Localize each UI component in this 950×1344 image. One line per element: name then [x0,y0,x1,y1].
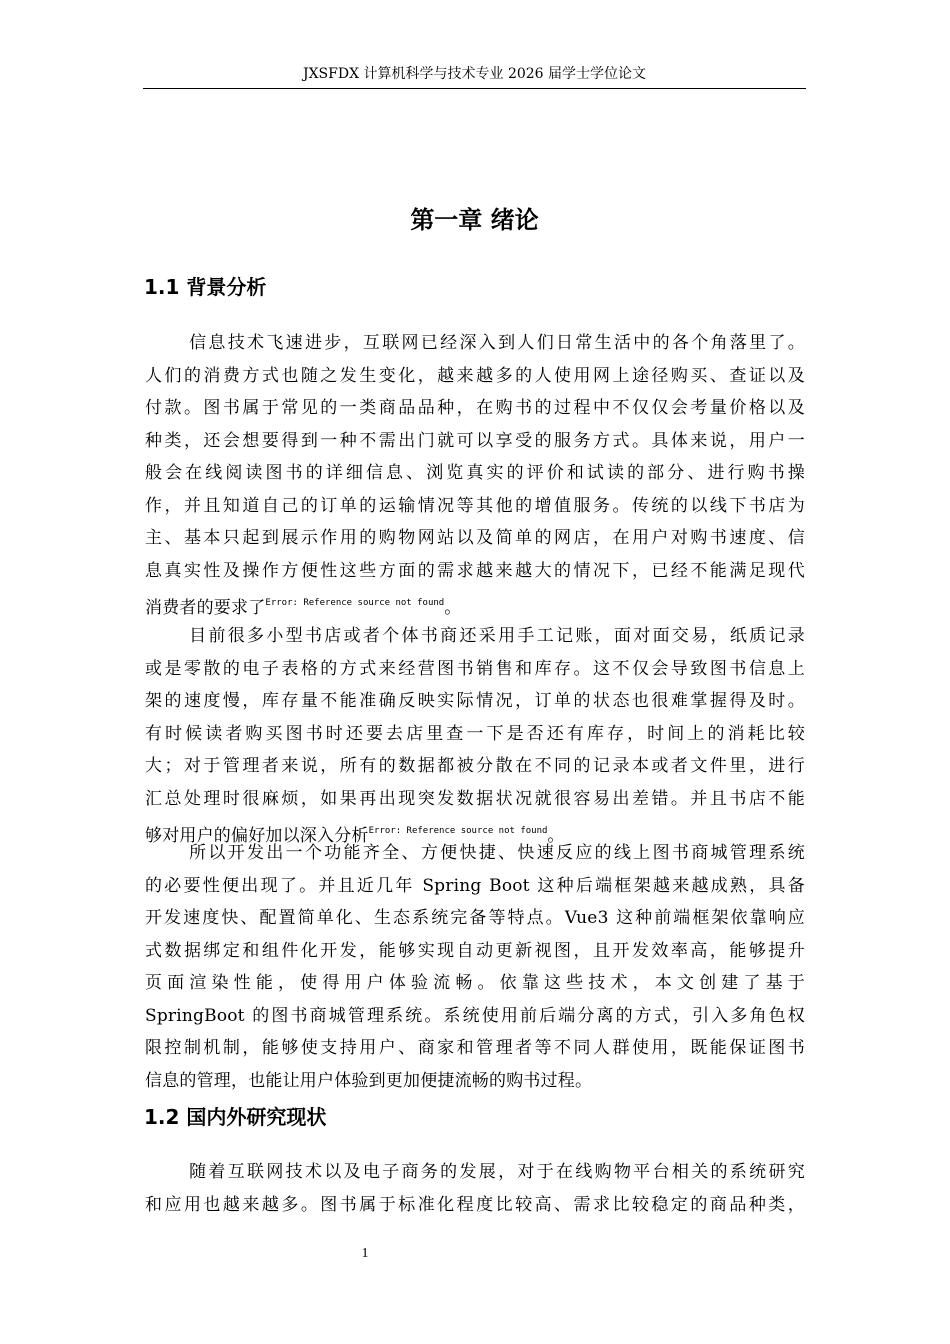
header-text: JXSFDX 计算机科学与技术专业 2026 届学士学位论文 [302,66,647,82]
page-number: 1 [361,1246,369,1261]
paragraph-research-status [145,1156,805,1221]
text-line: 信息的管理，也能让用户体验到更加便捷流畅的购书过程。 [145,1070,593,1091]
text-line: 限控制机制，能够使支持用户、商家和管理者等不同人群使用，既能保证图书 [145,1038,805,1058]
text-line: 开发速度快、配置简单化、生态系统完备等特点。Vue3 这种前端框架依靠响应 [145,908,805,928]
text-line: 主、基本只起到展示作用的购物网站以及简单的网店，在用户对购书速度、信 [145,528,805,548]
text-line: 消费者的要求了$^{Error: Reference source not found}$。 [145,598,462,618]
text-line: 大；对于管理者来说，所有的数据都被分散在不同的记录本或者文件里，进行 [145,756,805,776]
text-line: 汇总处理时很麻烦，如果再出现突发数据状况就很容易出差错。并且书店不能 [145,788,805,809]
text-line: 页面渲染性能，使得用户体验流畅。依靠这些技术，本文创建了基于 [145,973,805,993]
paragraph-background-1 [145,327,805,620]
text-line: 息真实性及操作方便性这些方面的需求越来越大的情况下，已经不能满足现代 [145,560,805,581]
text-line: 付款。图书属于常见的一类商品品种，在购书的过程中不仅仅会考量价格以及 [145,398,805,418]
page-header [143,63,806,89]
text-line: 作，并且知道自己的订单的运输情况等其他的增值服务。传统的以线下书店为 [145,495,805,516]
text-line: 人们的消费方式也随之发生变化，越来越多的人使用网上途径购买、查证以及 [145,365,805,386]
text-line: 和应用也越来越多。图书属于标准化程度比较高、需求比较稳定的商品种类， [145,1194,805,1215]
text-line: 般会在线阅读图书的详细信息、浏览真实的评价和试读的部分、进行购书操 [145,463,805,483]
text-line: 式数据绑定和组件化开发，能够实现自动更新视图，且开发效率高，能够提升 [145,940,805,961]
text-line: 信息技术飞速进步，互联网已经深入到人们日常生活中的各个角落里了。 [187,333,805,353]
text-line: 够对用户的偏好加以深入分析$^{Error: Reference source not found}$。 [145,826,565,846]
reference-error: Error: Reference source not found [265,598,445,608]
text-line: 种类，还会想要得到一种不需出门就可以享受的服务方式。具体来说，用户一 [145,430,805,451]
section-heading-1-2: 1.2 国内外研究现状 [144,1105,327,1129]
text-line: 所以开发出一个功能齐全、方便快捷、快速反应的线上图书商城管理系统 [187,843,805,863]
paragraph-background-3 [145,837,805,1097]
text-line: 目前很多小型书店或者个体书商还采用手工记账，面对面交易，纸质记录 [187,626,805,646]
text-line: 有时候读者购买图书时还要去店里查一下是否还有库存，时间上的消耗比较 [145,723,805,744]
chapter-title: 第一章 绪论 [410,206,539,234]
section-heading-1-1: 1.1 背景分析 [144,275,267,299]
text-line: 或是零散的电子表格的方式来经营图书销售和库存。这不仅会导致图书信息上 [145,658,805,679]
text-line: 随着互联网技术以及电子商务的发展，对于在线购物平台相关的系统研究 [187,1162,805,1182]
text-line: SpringBoot 的图书商城管理系统。系统使用前后端分离的方式，引入多角色权 [145,1005,805,1026]
text-line: 的必要性便出现了。并且近几年 Spring Boot 这种后端框架越来越成熟，具备 [145,875,805,896]
paragraph-background-2 [145,620,805,848]
reference-error: Error: Reference source not found [368,826,548,836]
text-line: 架的速度慢，库存量不能准确反映实际情况，订单的状态也很难掌握得及时。 [145,691,805,711]
